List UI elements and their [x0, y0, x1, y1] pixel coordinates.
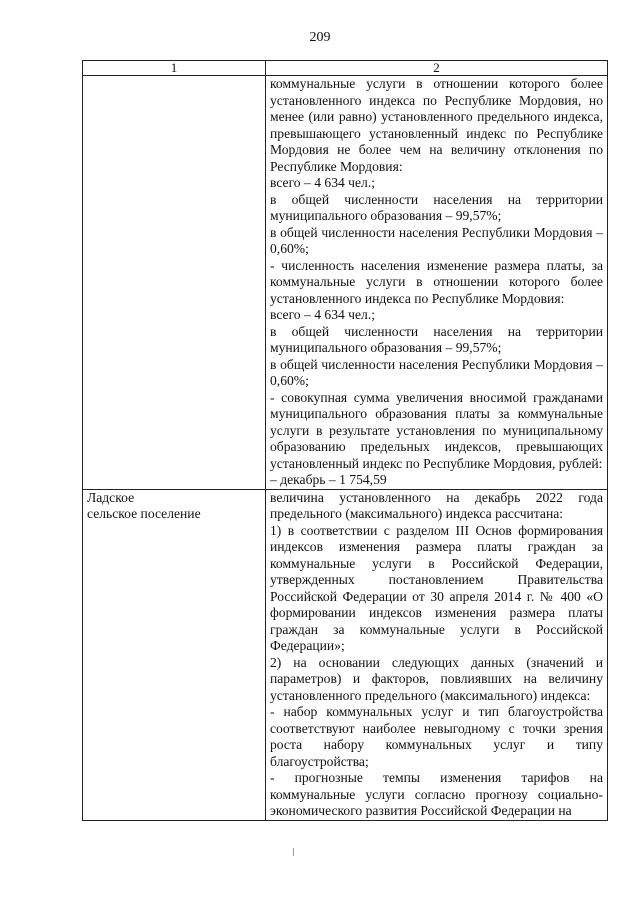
row-1-description-cell: [266, 76, 608, 490]
municipality-type-line: сельское поселение: [87, 506, 201, 521]
paragraph: - совокупная сумма увеличения вносимой гражданами муниципального образования платы за коммунальные услуги в результате установления по муниципальному образованию предельных индексов, превышающих установленный индекс по Республике Мордовия, рублей:: [270, 389, 603, 471]
paragraph: коммунальные услуги в отношении которого более установленного индекса по Республике Мордовия, но менее (или равно) установленного предельного индекса, превышающего установленный индекс по Республике Мордовия не более чем на величину отклонения по Республике Мордовия:: [270, 76, 603, 174]
paragraph: 2) на основании следующих данных (значений и параметров) и факторов, повлиявших на величину установленного предельного (максимального) индекса:: [270, 654, 603, 703]
document-table: [82, 60, 608, 821]
table-row: [83, 489, 608, 820]
paragraph: – декабрь – 1 754,59: [270, 472, 387, 487]
row-2-description-cell: [266, 489, 608, 820]
paragraph: всего – 4 634 чел.;: [270, 175, 376, 190]
paragraph: в общей численности населения Республики Мордовия – 0,60%;: [270, 224, 603, 256]
scan-artifact-mark: [293, 848, 294, 856]
table-row: [83, 76, 608, 490]
paragraph: в общей численности населения на территории муниципального образования – 99,57%;: [270, 191, 603, 223]
row-1-municipality-cell: [83, 76, 266, 490]
column-header-1: 1: [83, 61, 266, 76]
column-header-2: 2: [266, 61, 608, 76]
paragraph: 1) в соответствии с разделом III Основ формирования индексов изменения размера платы граждан за коммунальные услуги в Российской Федерации, утвержденных постановлением Правительства Российской Федерации от 30 апреля 2014 г. № 400 «О формировании индексов изменения размера платы граждан за коммунальные услуги в Российской Федерации»;: [270, 522, 603, 653]
municipality-name-line: Ладское: [87, 489, 135, 505]
row-2-municipality-cell: [83, 489, 266, 820]
page-number: 209: [309, 30, 331, 45]
paragraph: в общей численности населения Республики Мордовия – 0,60%;: [270, 356, 603, 388]
paragraph: всего – 4 634 чел.;: [270, 307, 376, 322]
paragraph: в общей численности населения на территории муниципального образования – 99,57%;: [270, 323, 603, 355]
paragraph: - набор коммунальных услуг и тип благоустройства соответствуют наиболее невыгодному с точки зрения роста набору коммунальных услуг и типу благоустройства;: [270, 704, 603, 769]
paragraph: - прогнозные темпы изменения тарифов на коммунальные услуги согласно прогнозу социально-экономического развития Российской Федерации на: [270, 770, 603, 818]
table-header-row: [83, 61, 608, 76]
paragraph: - численность населения изменение размера платы, за коммунальные услуги в отношении которого более установленного индекса по Республике Мордовия:: [270, 257, 603, 306]
paragraph: величина установленного на декабрь 2022 года предельного (максимального) индекса рассчитана:: [270, 489, 603, 521]
